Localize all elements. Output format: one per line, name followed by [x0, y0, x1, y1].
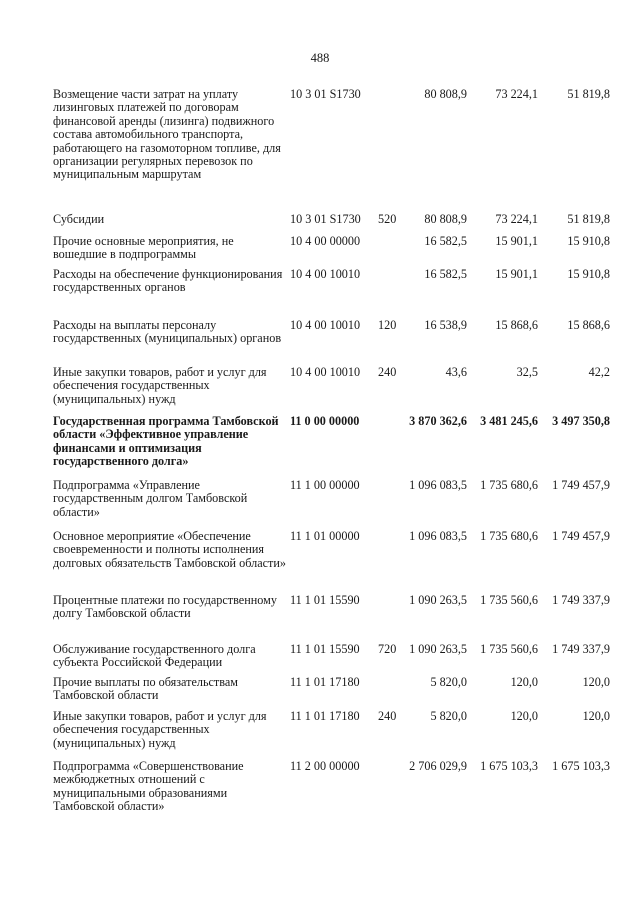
row-value-3: 1 749 457,9: [552, 529, 610, 543]
row-value-3: 42,2: [588, 365, 610, 379]
row-name: Основное мероприятие «Обеспечение своевременности и полноты исполнения долговых обязательств Тамбовской области»: [53, 529, 286, 570]
row-value-1: 1 096 083,5: [409, 529, 467, 543]
row-value-3: 120,0: [582, 709, 610, 723]
row-code: 11 1 01 00000: [290, 529, 360, 543]
row-value-3: 1 749 457,9: [552, 478, 610, 492]
row-value-3: 15 910,8: [567, 267, 610, 281]
row-code: 10 3 01 S1730: [290, 87, 361, 101]
row-code: 11 1 01 15590: [290, 642, 360, 656]
row-value-1: 80 808,9: [424, 212, 467, 226]
row-value-1: 16 582,5: [424, 267, 467, 281]
row-code: 11 2 00 00000: [290, 759, 360, 773]
row-value-1: 2 706 029,9: [409, 759, 467, 773]
row-name: Прочие основные мероприятия, не вошедшие в подпрограммы: [53, 234, 234, 262]
row-name: Государственная программа Тамбовской области «Эффективное управление финансами и оптимизация государственного долга»: [53, 414, 279, 469]
row-value-2: 120,0: [510, 675, 538, 689]
row-value-3: 3 497 350,8: [552, 414, 610, 428]
row-value-3: 120,0: [582, 675, 610, 689]
row-code: 10 4 00 10010: [290, 267, 361, 281]
row-value-2: 1 735 680,6: [480, 529, 538, 543]
row-code: 10 4 00 10010: [290, 365, 361, 379]
row-code: 11 1 01 17180: [290, 675, 360, 689]
row-code: 11 1 01 15590: [290, 593, 360, 607]
row-name: Иные закупки товаров, работ и услуг для обеспечения государственных (муниципальных) нужд: [53, 709, 267, 750]
row-name: Процентные платежи по государственному долгу Тамбовской области: [53, 593, 277, 621]
row-name: Подпрограмма «Управление государственным долгом Тамбовской области»: [53, 478, 248, 519]
row-expense-type: 240: [378, 365, 397, 379]
row-value-1: 5 820,0: [430, 675, 467, 689]
row-value-3: 1 749 337,9: [552, 593, 610, 607]
row-value-1: 3 870 362,6: [409, 414, 467, 428]
row-value-2: 15 901,1: [495, 234, 538, 248]
row-value-3: 15 868,6: [567, 318, 610, 332]
row-value-1: 16 582,5: [424, 234, 467, 248]
row-value-1: 1 090 263,5: [409, 593, 467, 607]
row-code: 10 4 00 00000: [290, 234, 361, 248]
row-expense-type: 120: [378, 318, 397, 332]
row-value-2: 32,5: [516, 365, 538, 379]
row-value-3: 1 749 337,9: [552, 642, 610, 656]
row-value-3: 51 819,8: [567, 212, 610, 226]
row-name: Расходы на выплаты персоналу государственных (муниципальных) органов: [53, 318, 282, 346]
row-code: 11 1 00 00000: [290, 478, 360, 492]
row-value-1: 80 808,9: [424, 87, 467, 101]
row-value-2: 1 735 560,6: [480, 642, 538, 656]
row-name: Подпрограмма «Совершенствование межбюджетных отношений с муниципальными образованиями Тамбовской области»: [53, 759, 244, 814]
row-value-2: 120,0: [510, 709, 538, 723]
row-value-1: 1 096 083,5: [409, 478, 467, 492]
row-value-2: 1 735 560,6: [480, 593, 538, 607]
row-name: Иные закупки товаров, работ и услуг для обеспечения государственных (муниципальных) нужд: [53, 365, 267, 406]
row-value-1: 16 538,9: [424, 318, 467, 332]
row-expense-type: 520: [378, 212, 397, 226]
row-name: Возмещение части затрат на уплату лизинговых платежей по договорам финансовой аренды (лизинга) подвижного состава автомобильного транспорта, работающего на газомоторном топливе, для организации регулярных перевозок по муниципальным маршрутам: [53, 87, 281, 182]
row-value-1: 5 820,0: [430, 709, 467, 723]
row-value-3: 1 675 103,3: [552, 759, 610, 773]
page-number: 488: [310, 51, 330, 65]
row-value-1: 43,6: [445, 365, 467, 379]
row-value-2: 1 675 103,3: [480, 759, 538, 773]
row-expense-type: 720: [378, 642, 397, 656]
row-code: 11 1 01 17180: [290, 709, 360, 723]
row-value-2: 73 224,1: [495, 212, 538, 226]
row-value-3: 51 819,8: [567, 87, 610, 101]
row-code: 11 0 00 00000: [290, 414, 360, 428]
row-value-2: 15 868,6: [495, 318, 538, 332]
row-name: Расходы на обеспечение функционирования государственных органов: [53, 267, 283, 295]
row-value-3: 15 910,8: [567, 234, 610, 248]
row-code: 10 4 00 10010: [290, 318, 361, 332]
row-expense-type: 240: [378, 709, 397, 723]
row-value-2: 3 481 245,6: [480, 414, 538, 428]
row-value-2: 15 901,1: [495, 267, 538, 281]
row-value-1: 1 090 263,5: [409, 642, 467, 656]
row-name: Субсидии: [53, 212, 105, 226]
row-code: 10 3 01 S1730: [290, 212, 361, 226]
row-value-2: 73 224,1: [495, 87, 538, 101]
row-name: Обслуживание государственного долга субъекта Российской Федерации: [53, 642, 256, 670]
row-value-2: 1 735 680,6: [480, 478, 538, 492]
row-name: Прочие выплаты по обязательствам Тамбовской области: [53, 675, 238, 703]
